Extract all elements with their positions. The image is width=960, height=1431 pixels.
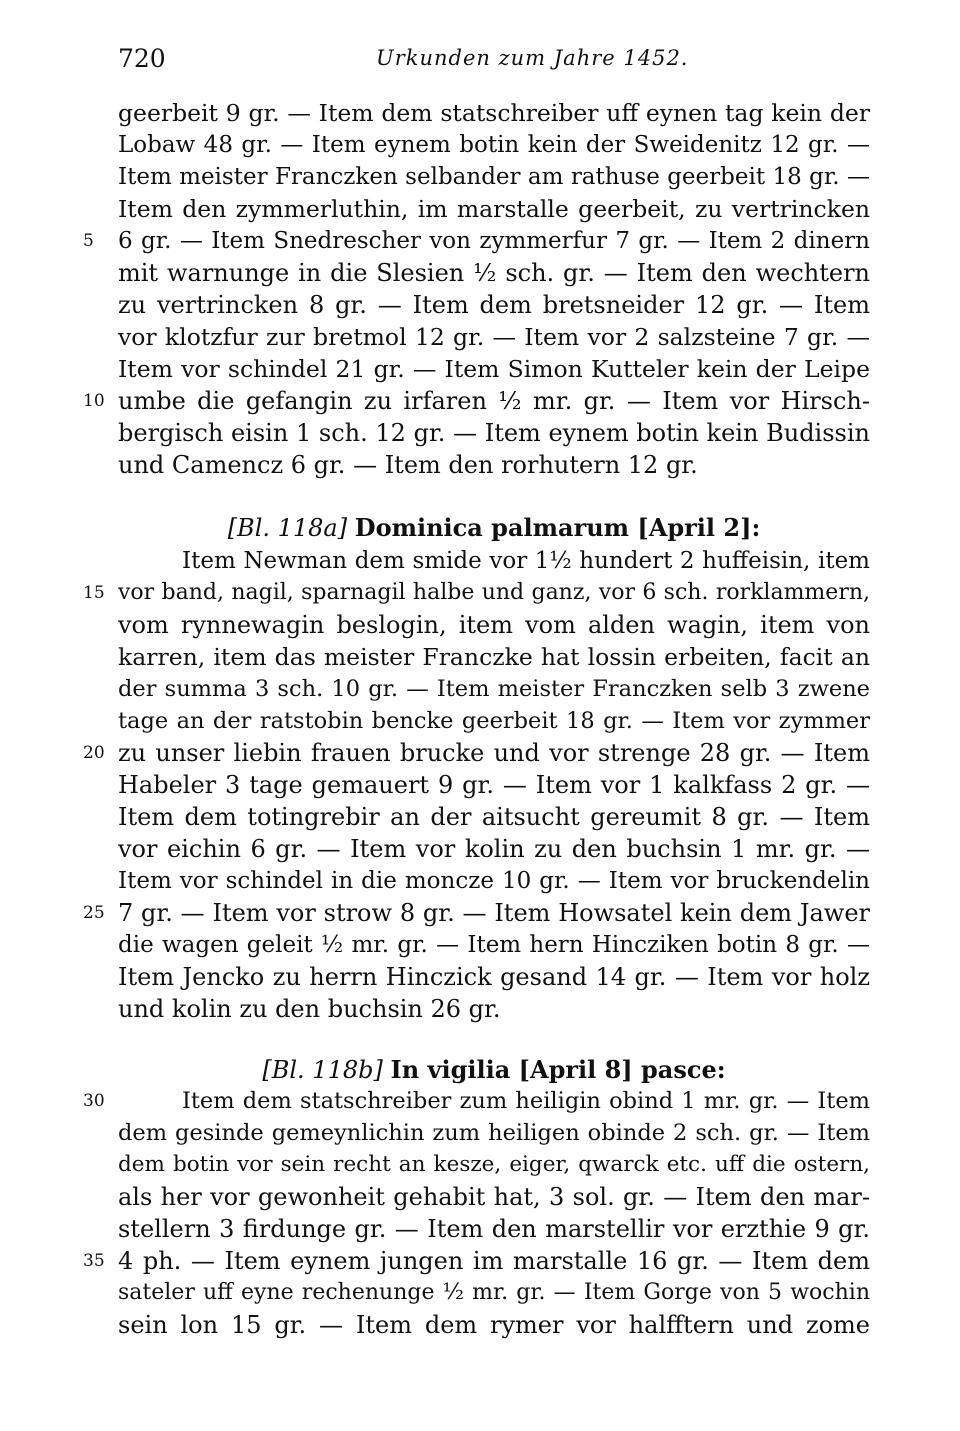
text-line: Item meister Franczken selbander am rathuse geerbeit 18 gr. —: [118, 164, 870, 190]
text-line: vor klotzfur zur bretmol 12 gr. — Item vor 2 salzsteine 7 gr. —: [118, 323, 870, 351]
text-line: bergisch eisin 1 sch. 12 gr. — Item eynem botin kein Budissin: [118, 419, 870, 447]
text-line: die wagen geleit ½ mr. gr. — Item hern Hincziken botin 8 gr. —: [118, 932, 870, 958]
line-number: 10: [83, 391, 105, 411]
text-line: Lobaw 48 gr. — Item eynem botin kein der Sweidenitz 12 gr. —: [118, 132, 870, 158]
text-line: und Camencz 6 gr. — Item den rorhutern 12 gr.: [118, 451, 698, 479]
line-number: 25: [83, 903, 105, 923]
text-line: Item den zymmerluthin, im marstalle geerbeit, zu vertrincken: [118, 195, 870, 223]
text-line: Habeler 3 tage gemauert 9 gr. — Item vor 1 kalkfass 2 gr. —: [118, 771, 870, 799]
text-line: stellern 3 firdunge gr. — Item den marstellir vor erzthie 9 gr.: [118, 1215, 870, 1243]
line-number: 20: [83, 743, 105, 763]
section-title: In vigilia [April 8] pasce:: [390, 1055, 726, 1084]
folio-reference: [Bl. 118b]: [262, 1056, 383, 1084]
text-line: vor band, nagil, sparnagil halbe und ganz, vor 6 sch. rorklammern,: [118, 580, 870, 605]
page-number: 720: [118, 44, 166, 73]
line-number: 30: [83, 1091, 105, 1111]
page-header: [118, 44, 870, 78]
text-line: Item dem totingrebir an der aitsucht gereumit 8 gr. — Item: [118, 803, 870, 831]
line-number: 35: [83, 1251, 105, 1271]
text-line: zu unser liebin frauen brucke und vor strenge 28 gr. — Item: [118, 739, 870, 767]
text-line: Item dem statschreiber zum heiligin obind 1 mr. gr. — Item: [182, 1088, 870, 1114]
text-line: vor eichin 6 gr. — Item vor kolin zu den buchsin 1 mr. gr. —: [118, 835, 870, 863]
text-line: umbe die gefangin zu irfaren ½ mr. gr. — Item vor Hirsch-: [118, 387, 870, 415]
text-line: sein lon 15 gr. — Item dem rymer vor halfftern und zome: [118, 1311, 870, 1339]
text-line: geerbeit 9 gr. — Item dem statschreiber uff eynen tag kein der: [118, 99, 870, 127]
text-line: 7 gr. — Item vor strow 8 gr. — Item Howsatel kein dem Jawer: [118, 899, 870, 927]
text-line: der summa 3 sch. 10 gr. — Item meister Franczken selb 3 zwene: [118, 676, 870, 702]
text-line: tage an der ratstobin bencke geerbeit 18 gr. — Item vor zymmer: [118, 708, 870, 734]
running-head: Urkunden zum Jahre 1452.: [376, 46, 689, 70]
text-line: mit warnunge in die Slesien ½ sch. gr. — Item den wechtern: [118, 259, 870, 287]
line-number: 5: [83, 231, 94, 251]
text-line: und kolin zu den buchsin 26 gr.: [118, 995, 501, 1023]
text-line: Item vor schindel 21 gr. — Item Simon Kutteler kein der Leipe: [118, 355, 870, 383]
text-line: 6 gr. — Item Snedrescher von zymmerfur 7 gr. — Item 2 dinern: [118, 228, 870, 254]
section-title: Dominica palmarum [April 2]:: [354, 513, 761, 542]
text-line: vom rynnewagin beslogin, item vom alden wagin, item von: [118, 611, 870, 639]
text-line: zu vertrincken 8 gr. — Item dem bretsneider 12 gr. — Item: [118, 291, 870, 319]
text-line: dem botin vor sein recht an kesze, eiger, qwarck etc. uff die ostern,: [118, 1152, 870, 1177]
text-line: sateler uff eyne rechenunge ½ mr. gr. — Item Gorge von 5 wochin: [118, 1280, 870, 1305]
section-heading: [118, 512, 870, 544]
text-line: Item Jencko zu herrn Hinczick gesand 14 gr. — Item vor holz: [118, 963, 870, 991]
text-line: Item Newman dem smide vor 1½ hundert 2 huffeisin, item: [182, 548, 870, 574]
line-number: 15: [83, 583, 105, 603]
section-heading: [118, 1054, 870, 1086]
text-line: Item vor schindel in die moncze 10 gr. — Item vor bruckendelin: [118, 868, 870, 894]
text-line: dem gesinde gemeynlichin zum heiligen obinde 2 sch. gr. — Item: [118, 1120, 870, 1146]
folio-reference: [Bl. 118a]: [227, 514, 348, 542]
text-line: karren, item das meister Franczke hat lossin erbeiten, facit an: [118, 643, 870, 671]
text-line: als her vor gewonheit gehabit hat, 3 sol. gr. — Item den mar-: [118, 1183, 870, 1211]
text-line: 4 ph. — Item eynem jungen im marstalle 16 gr. — Item dem: [118, 1247, 870, 1275]
